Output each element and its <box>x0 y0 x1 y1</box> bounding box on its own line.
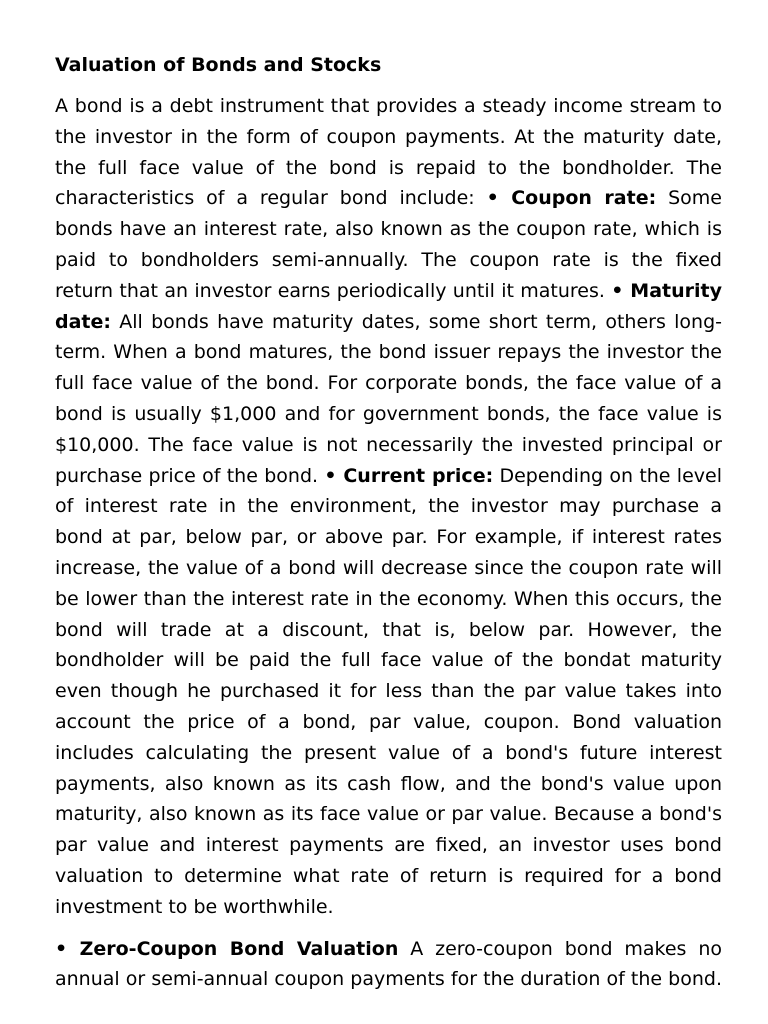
paragraph-intro-text: A bond is a debt instrument that provides a steady income stream to the investor in the form of coupon payments. At the maturity date, the full face value of the bond is repaid to the bondholder. The characteristics of a regular bond include: <box>55 95 722 210</box>
current-price-text: Depending on the level of interest rate in the environment, the investor may purchase a bond at par, below par, or above par. For example, if interest rates increase, the value of a bond will decrease since the coupon rate will be lower than the interest rate in the economy. When this occurs, the bond will trade at a discount, that is, below par. However, the bondholder will be paid the full face value of the bondat maturity even though he purchased it for less than the par value takes into account the price of a bond, par value, coupon. Bond valuation includes calculating the present value of a bond's future interest payments, also known as its cash flow, and the bond's value upon maturity, also known as its face value or par value. Because a bond's par value and interest payments are fixed, an investor uses bond valuation to determine what rate of return is required for a bond investment to be worthwhile. <box>55 464 722 918</box>
document-title: Valuation of Bonds and Stocks <box>55 54 382 76</box>
coupon-rate-text: Some bonds have an interest rate, also known as the coupon rate, which is paid to bondholders semi-annually. The coupon rate is the fixed return that an investor earns periodically until it matures. <box>55 187 722 302</box>
zero-coupon-label: • Zero-Coupon Bond Valuation <box>55 937 399 960</box>
zero-coupon-paragraph <box>55 934 722 996</box>
maturity-date-text: All bonds have maturity dates, some short term, others long-term. When a bond matures, the bond issuer repays the investor the full face value of the bond. For corporate bonds, the face value of a bond is usually $1,000 and for government bonds, the face value is $10,000. The face value is not necessarily the invested principal or purchase price of the bond. <box>55 310 722 487</box>
current-price-label: • Current price: <box>324 464 494 487</box>
bond-characteristics-paragraph <box>55 91 722 923</box>
document-page <box>55 50 722 995</box>
maturity-date-label: • Maturity date: <box>55 279 722 333</box>
coupon-rate-label: • Coupon rate: <box>486 187 657 210</box>
zero-coupon-text: A zero-coupon bond makes no annual or semi-annual coupon payments for the duration of the bond. <box>55 937 722 991</box>
